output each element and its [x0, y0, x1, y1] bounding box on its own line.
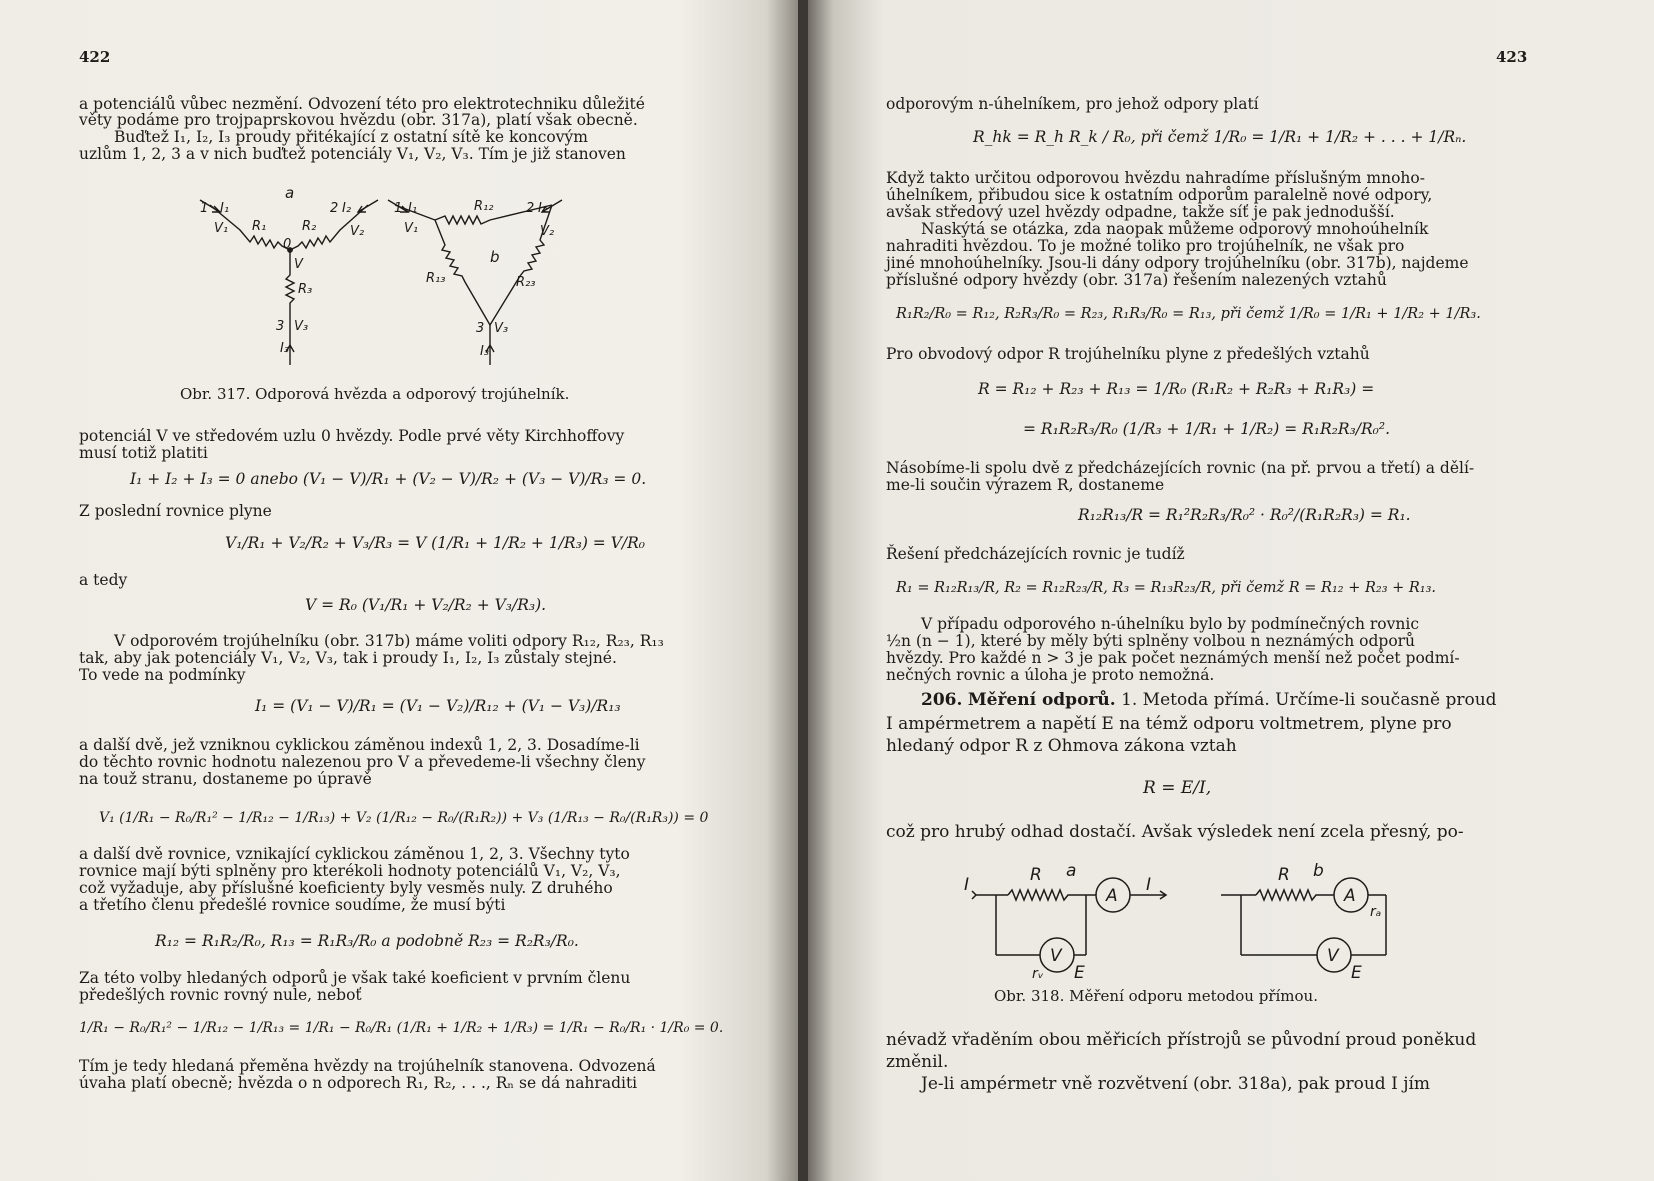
svg-text:3: 3: [276, 319, 285, 334]
svg-text:I₃: I₃: [480, 344, 490, 359]
paragraph-line: Z poslední rovnice plyne: [79, 502, 272, 520]
svg-text:I: I: [964, 875, 970, 895]
paragraph-line: Je-li ampérmetr vně rozvětvení (obr. 318a), pak proud I jím: [921, 1074, 1431, 1094]
paragraph-line: do těchto rovnic hodnotu nalezenou pro V a převedeme-li všechny členy: [79, 753, 646, 771]
figure-label-a: a: [285, 184, 295, 202]
svg-text:R: R: [1030, 865, 1042, 885]
paragraph-line: odporovým n-úhelníkem, pro jehož odpory platí: [886, 95, 1259, 113]
paragraph-line: na touž stranu, dostaneme po úpravě: [79, 770, 372, 788]
svg-text:I₂: I₂: [538, 201, 548, 216]
equation-R-product: = R₁R₂R₃/R₀ (1/R₃ + 1/R₁ + 1/R₂) = R₁R₂R₃/R₀².: [1023, 420, 1391, 438]
paragraph-line: V případu odporového n-úhelníku bylo by podmínečných rovnic: [921, 615, 1419, 633]
svg-text:I: I: [1146, 875, 1152, 895]
svg-text:V₃: V₃: [294, 319, 309, 334]
equation-R-sum: R = R₁₂ + R₂₃ + R₁₃ = 1/R₀ (R₁R₂ + R₂R₃ + R₁R₃) =: [978, 380, 1375, 398]
paragraph-line: Když takto určitou odporovou hvězdu nahradíme příslušným mnoho-: [886, 169, 1425, 187]
section-text: 1. Metoda přímá. Určíme-li současně proud: [1121, 690, 1497, 710]
figure-318: [956, 860, 1536, 980]
svg-text:R₃: R₃: [298, 282, 313, 297]
equation-V: V = R₀ (V₁/R₁ + V₂/R₂ + V₃/R₃).: [305, 596, 547, 614]
svg-text:R₁: R₁: [252, 219, 267, 234]
paragraph-line: ½n (n − 1), které by měly býti splněny volbou n neznámých odporů: [886, 632, 1416, 650]
page-number: 423: [1496, 48, 1528, 66]
paragraph-line: avšak středový uzel hvězdy odpadne, takže síť je pak jednodušší.: [886, 203, 1395, 221]
paragraph-line: a potenciálů vůbec nezmění. Odvození této pro elektrotechniku důležité: [79, 95, 645, 113]
paragraph-line: věty podáme pro trojpaprskovou hvězdu (obr. 317a), platí však obecně.: [79, 111, 638, 129]
svg-text:V₁: V₁: [214, 221, 229, 236]
equation-I1: I₁ = (V₁ − V)/R₁ = (V₁ − V₂)/R₁₂ + (V₁ − V₃)/R₁₃: [255, 697, 621, 715]
paragraph-line: nahraditi hvězdou. To je možné toliko pro trojúhelník, ne však pro: [886, 237, 1405, 255]
equation-long: V₁ (1/R₁ − R₀/R₁² − 1/R₁₂ − 1/R₁₃) + V₂ (1/R₁₂ − R₀/(R₁R₂)) + V₃ (1/R₁₃ − R₀/(R₁R₃)) = 0: [99, 810, 709, 826]
figure-317-caption: Obr. 317. Odporová hvězda a odporový trojúhelník.: [180, 385, 570, 403]
paragraph-line: úvaha platí obecně; hvězda o n odporech R₁, R₂, . . ., Rₙ se dá nahraditi: [79, 1074, 638, 1092]
svg-text:V: V: [294, 257, 303, 272]
svg-text:V₂: V₂: [540, 224, 555, 239]
section-heading: [921, 690, 1497, 710]
svg-text:R₂: R₂: [302, 219, 317, 234]
svg-text:V₁: V₁: [404, 221, 419, 236]
paragraph-line: a třetího členu předešlé rovnice soudíme, že musí býti: [79, 896, 506, 914]
svg-text:I₃: I₃: [280, 341, 290, 356]
equation-sum: V₁/R₁ + V₂/R₂ + V₃/R₃ = V (1/R₁ + 1/R₂ + 1/R₃) = V/R₀: [225, 534, 646, 552]
svg-text:V₂: V₂: [350, 224, 365, 239]
paragraph-line: V odporovém trojúhelníku (obr. 317b) máme voliti odpory R₁₂, R₂₃, R₁₃: [114, 632, 664, 650]
paragraph-line: změnil.: [886, 1052, 949, 1072]
section-title: Měření odporů.: [967, 690, 1116, 710]
svg-text:V: V: [1327, 946, 1339, 966]
paragraph-line: hvězdy. Pro každé n > 3 je pak počet neznámých menší než počet podmí-: [886, 649, 1460, 667]
equation-zero: 1/R₁ − R₀/R₁² − 1/R₁₂ − 1/R₁₃ = 1/R₁ − R₀/R₁ (1/R₁ + 1/R₂ + 1/R₃) = 1/R₁ − R₀/R₁ · 1/R₀ = 0.: [79, 1020, 724, 1036]
svg-text:a: a: [1066, 861, 1077, 881]
equation-ohm: R = E/I,: [1143, 778, 1212, 798]
figure-318-caption: Obr. 318. Měření odporu metodou přímou.: [994, 987, 1318, 1005]
svg-text:E: E: [1351, 963, 1362, 980]
paragraph-line: I ampérmetrem a napětí E na témž odporu voltmetrem, plyne pro: [886, 714, 1452, 734]
svg-text:V₃: V₃: [494, 321, 509, 336]
right-page: [808, 0, 1654, 1181]
equation-solution: R₁ = R₁₂R₁₃/R, R₂ = R₁₂R₂₃/R, R₃ = R₁₃R₂₃/R, při čemž R = R₁₂ + R₂₃ + R₁₃.: [896, 580, 1437, 596]
paragraph-line: rovnice mají býti splněny pro kterékoli hodnoty potenciálů V₁, V₂, V₃,: [79, 862, 621, 880]
paragraph-line: což pro hrubý odhad dostačí. Avšak výsledek není zcela přesný, po-: [886, 822, 1464, 842]
paragraph-line: což vyžaduje, aby příslušné koeficienty byly vesměs nuly. Z druhého: [79, 879, 613, 897]
paragraph-line: Řešení předcházejících rovnic je tudíž: [886, 545, 1185, 563]
equation-hk: R_hk = R_h R_k / R₀, při čemž 1/R₀ = 1/R₁ + 1/R₂ + . . . + 1/Rₙ.: [973, 128, 1467, 146]
svg-text:rᵥ: rᵥ: [1032, 966, 1044, 980]
figure-label-b: b: [490, 248, 500, 266]
page-number: 422: [79, 48, 111, 66]
equation-multiply: R₁₂R₁₃/R = R₁²R₂R₃/R₀² · R₀²/(R₁R₂R₃) = R₁.: [1078, 506, 1411, 524]
paragraph-line: musí totiž platiti: [79, 444, 208, 462]
paragraph-line: Násobíme-li spolu dvě z předcházejících rovnic (na př. prvou a třetí) a dělí-: [886, 459, 1475, 477]
svg-text:E: E: [1074, 963, 1085, 980]
paragraph-line: a další dvě rovnice, vznikající cyklickou záměnou 1, 2, 3. Všechny tyto: [79, 845, 630, 863]
svg-text:0: 0: [283, 237, 292, 252]
paragraph-line: Buďtež I₁, I₂, I₃ proudy přitékající z ostatní sítě ke koncovým: [114, 128, 588, 146]
svg-text:2: 2: [526, 201, 535, 216]
paragraph-line: předešlých rovnic rovný nule, neboť: [79, 986, 362, 1004]
left-page: [0, 0, 798, 1181]
equation-R: R₁₂ = R₁R₂/R₀, R₁₃ = R₁R₃/R₀ a podobně R₂₃ = R₂R₃/R₀.: [155, 932, 579, 950]
svg-text:1: 1: [394, 201, 403, 216]
paragraph-line: a další dvě, jež vzniknou cyklickou záměnou indexů 1, 2, 3. Dosadíme-li: [79, 736, 640, 754]
paragraph-line: Za této volby hledaných odporů je však také koeficient v prvním členu: [79, 969, 631, 987]
paragraph-line: me-li součin výrazem R, dostaneme: [886, 476, 1165, 494]
paragraph-line: a tedy: [79, 571, 128, 589]
svg-text:R₁₃: R₁₃: [426, 271, 446, 286]
svg-text:I₁: I₁: [220, 201, 230, 216]
svg-text:R₂₃: R₂₃: [516, 275, 536, 290]
svg-text:V: V: [1050, 946, 1062, 966]
paragraph-line: potenciál V ve středovém uzlu 0 hvězdy. Podle prvé věty Kirchhoffovy: [79, 427, 625, 445]
svg-text:R: R: [1278, 865, 1290, 885]
paragraph-line: tak, aby jak potenciály V₁, V₂, V₃, tak i proudy I₁, I₂, I₃ zůstaly stejné.: [79, 649, 617, 667]
svg-text:R₁₂: R₁₂: [474, 199, 494, 214]
paragraph-line: uzlům 1, 2, 3 a v nich buďtež potenciály V₁, V₂, V₃. Tím je již stanoven: [79, 145, 626, 163]
paragraph-line: příslušné odpory hvězdy (obr. 317a) řešením nalezených vztahů: [886, 271, 1387, 289]
svg-text:I₁: I₁: [408, 201, 418, 216]
svg-text:2: 2: [330, 201, 339, 216]
figure-317: [190, 180, 610, 375]
paragraph-line: Naskýtá se otázka, zda naopak můžeme odporový mnohoúhelník: [921, 220, 1429, 238]
paragraph-line: úhelníkem, přibudou sice k ostatním odporům paralelně nové odpory,: [886, 186, 1433, 204]
svg-text:A: A: [1344, 886, 1356, 906]
svg-text:rₐ: rₐ: [1370, 904, 1382, 920]
paragraph-line: To vede na podmínky: [79, 666, 246, 684]
paragraph-line: névadž vřaděním obou měřicích přístrojů se původní proud poněkud: [886, 1030, 1477, 1050]
section-number: 206.: [921, 690, 963, 710]
paragraph-line: hledaný odpor R z Ohmova zákona vztah: [886, 736, 1237, 756]
svg-text:3: 3: [476, 321, 485, 336]
equation-kirchhoff: I₁ + I₂ + I₃ = 0 anebo (V₁ − V)/R₁ + (V₂ − V)/R₂ + (V₃ − V)/R₃ = 0.: [130, 470, 647, 488]
svg-text:I₂: I₂: [342, 201, 352, 216]
svg-text:A: A: [1106, 886, 1118, 906]
paragraph-line: Tím je tedy hledaná přeměna hvězdy na trojúhelník stanovena. Odvozená: [79, 1057, 656, 1075]
paragraph-line: jiné mnohoúhelníky. Jsou-li dány odpory trojúhelníku (obr. 317b), najdeme: [886, 254, 1469, 272]
paragraph-line: Pro obvodový odpor R trojúhelníku plyne z předešlých vztahů: [886, 345, 1370, 363]
svg-text:b: b: [1313, 861, 1324, 881]
svg-text:1: 1: [200, 201, 209, 216]
paragraph-line: nečných rovnic a úloha je proto nemožná.: [886, 666, 1215, 684]
equation-relations: R₁R₂/R₀ = R₁₂, R₂R₃/R₀ = R₂₃, R₁R₃/R₀ = R₁₃, při čemž 1/R₀ = 1/R₁ + 1/R₂ + 1/R₃.: [896, 306, 1481, 322]
